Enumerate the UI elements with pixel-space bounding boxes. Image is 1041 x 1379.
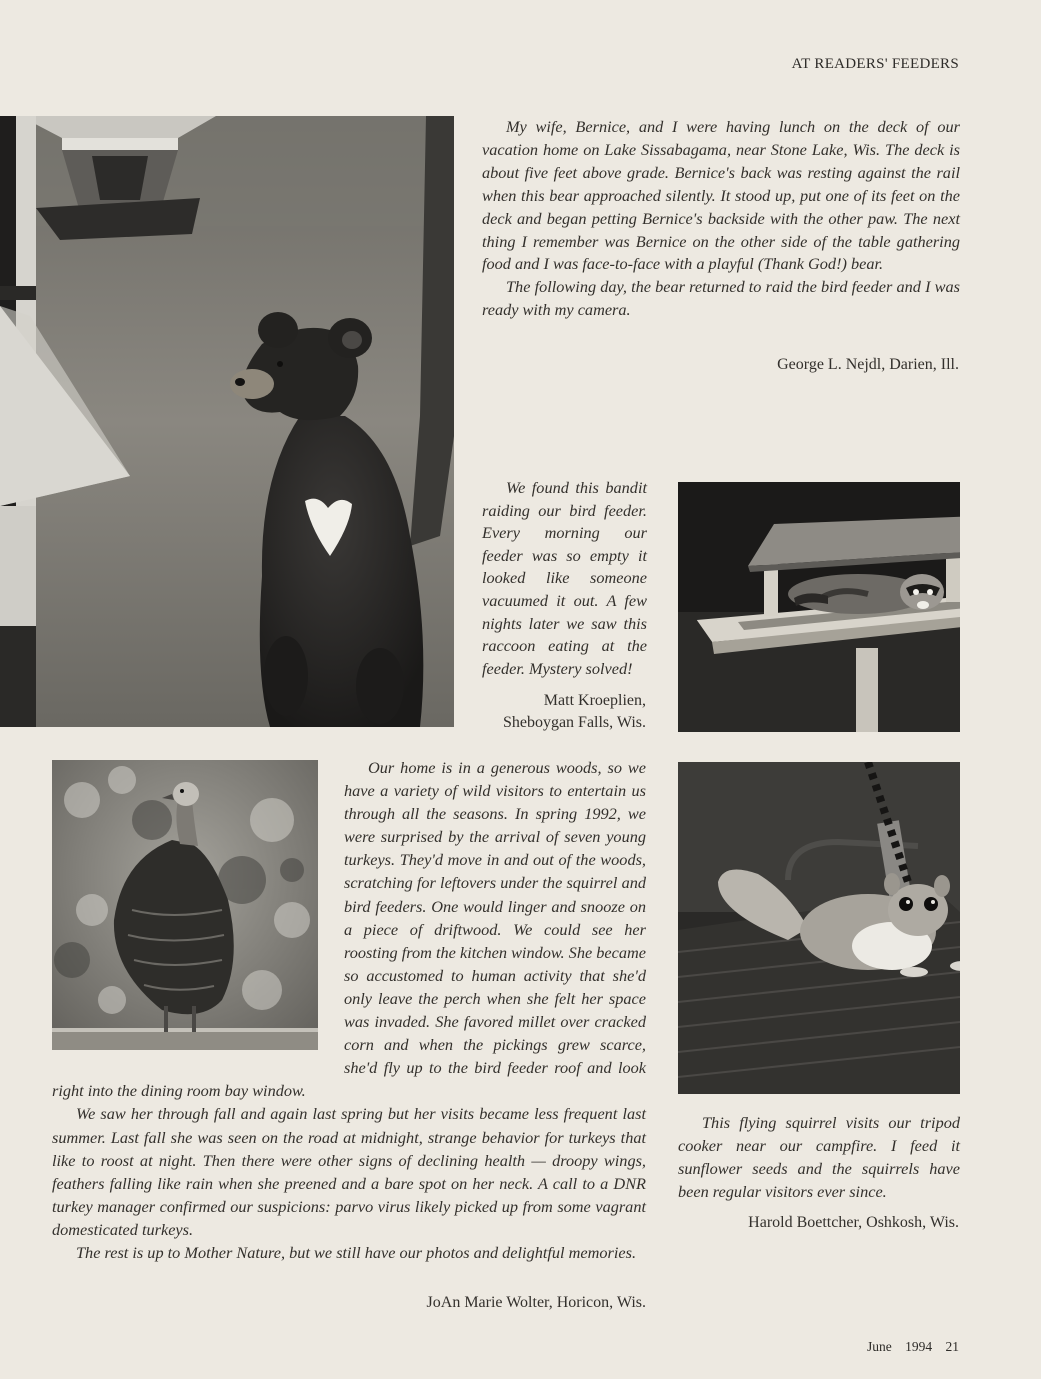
running-head: AT READERS' FEEDERS (791, 56, 959, 72)
turkey-story-paragraph: The rest is up to Mother Nature, but we still have our photos and delightful memories. (76, 1242, 637, 1262)
issue-date: June 1994 (867, 1339, 933, 1354)
page-number: 21 (945, 1339, 959, 1354)
flying-squirrel-image (678, 762, 960, 1094)
turkey-photo (52, 760, 318, 1050)
bear-story-paragraph: The following day, the bear returned to raid the bird feeder and I was ready with my camera. (482, 277, 960, 320)
squirrel-story-signature: Harold Boettcher, Oshkosh, Wis. (748, 1214, 959, 1231)
page-folio (867, 1339, 959, 1355)
turkey-story-signature: JoAn Marie Wolter, Horicon, Wis. (426, 1294, 646, 1311)
squirrel-story (678, 1112, 960, 1204)
turkey-story-paragraph: We saw her through fall and again last spring but her visits became less frequent last summer. Last fall she was seen on the road at midnight, strange behavior for turkeys that like to roost at night. Then there were other signs of declining health — droopy wings, feathers falling like rain when she preened and a bare spot on her neck. A call to a DNR turkey manager confirmed our suspicions: parvo virus likely picked up from some vagrant domesticated turkeys. (52, 1104, 646, 1239)
squirrel-photo (678, 762, 960, 1094)
bear-story-paragraph: My wife, Bernice, and I were having lunch on the deck of our vacation home on Lake Sissabagama, near Stone Lake, Wis. The deck is about five feet above grade. Bernice's back was resting against the rail when this bear approached silently. It stood up, put one of its feet on the deck and began petting Bernice's backside with the other paw. The next thing I remember was Bernice on the other side of the table gathering food and I was face-to-face with a playful (Thank God!) bear. (482, 117, 960, 274)
bear-story (482, 116, 960, 322)
raccoon-story-signature (446, 690, 646, 734)
turkey-story-paragraph: Our home is in a generous woods, so we have a variety of wild visitors to entertain us through all the seasons. In spring 1992, we were surprised by the arrival of seven young turkeys. They'd move in and out of the woods, scratching for leftovers under the squirrel and bird feeders. One would linger and snooze on a piece of driftwood. We could see her roosting from the kitchen window. She became so accustomed to human activity that she'd only leave the perch when she felt her space was invaded. She favored millet over cracked corn and when the pickings grew scarce, she'd fly up to the bird feeder roof and look right into the dining room bay window. (52, 758, 646, 1101)
raccoon-story (482, 477, 647, 680)
raccoon-photo (678, 482, 960, 732)
raccoon-story-paragraph: We found this bandit raiding our bird feeder. Every morning our feeder was so empty it looked like someone vacuumed it out. A few nights later we saw this raccoon eating at the feeder. Mystery solved! (482, 478, 647, 678)
turkey-photo-wrap (52, 756, 344, 1068)
bear-photo (0, 116, 454, 727)
black-bear-image (0, 116, 454, 727)
squirrel-story-paragraph: This flying squirrel visits our tripod cooker near our campfire. I feed it sunflower seeds and the squirrels have been regular visitors ever since. (678, 1113, 960, 1201)
turkey-story (52, 756, 646, 1264)
raccoon-signature-name: Matt Kroeplien, (543, 692, 646, 709)
raccoon-feeder-image (678, 482, 960, 732)
bear-story-signature: George L. Nejdl, Darien, Ill. (777, 356, 959, 373)
wild-turkey-image (52, 760, 318, 1050)
raccoon-signature-place: Sheboygan Falls, Wis. (502, 714, 646, 731)
